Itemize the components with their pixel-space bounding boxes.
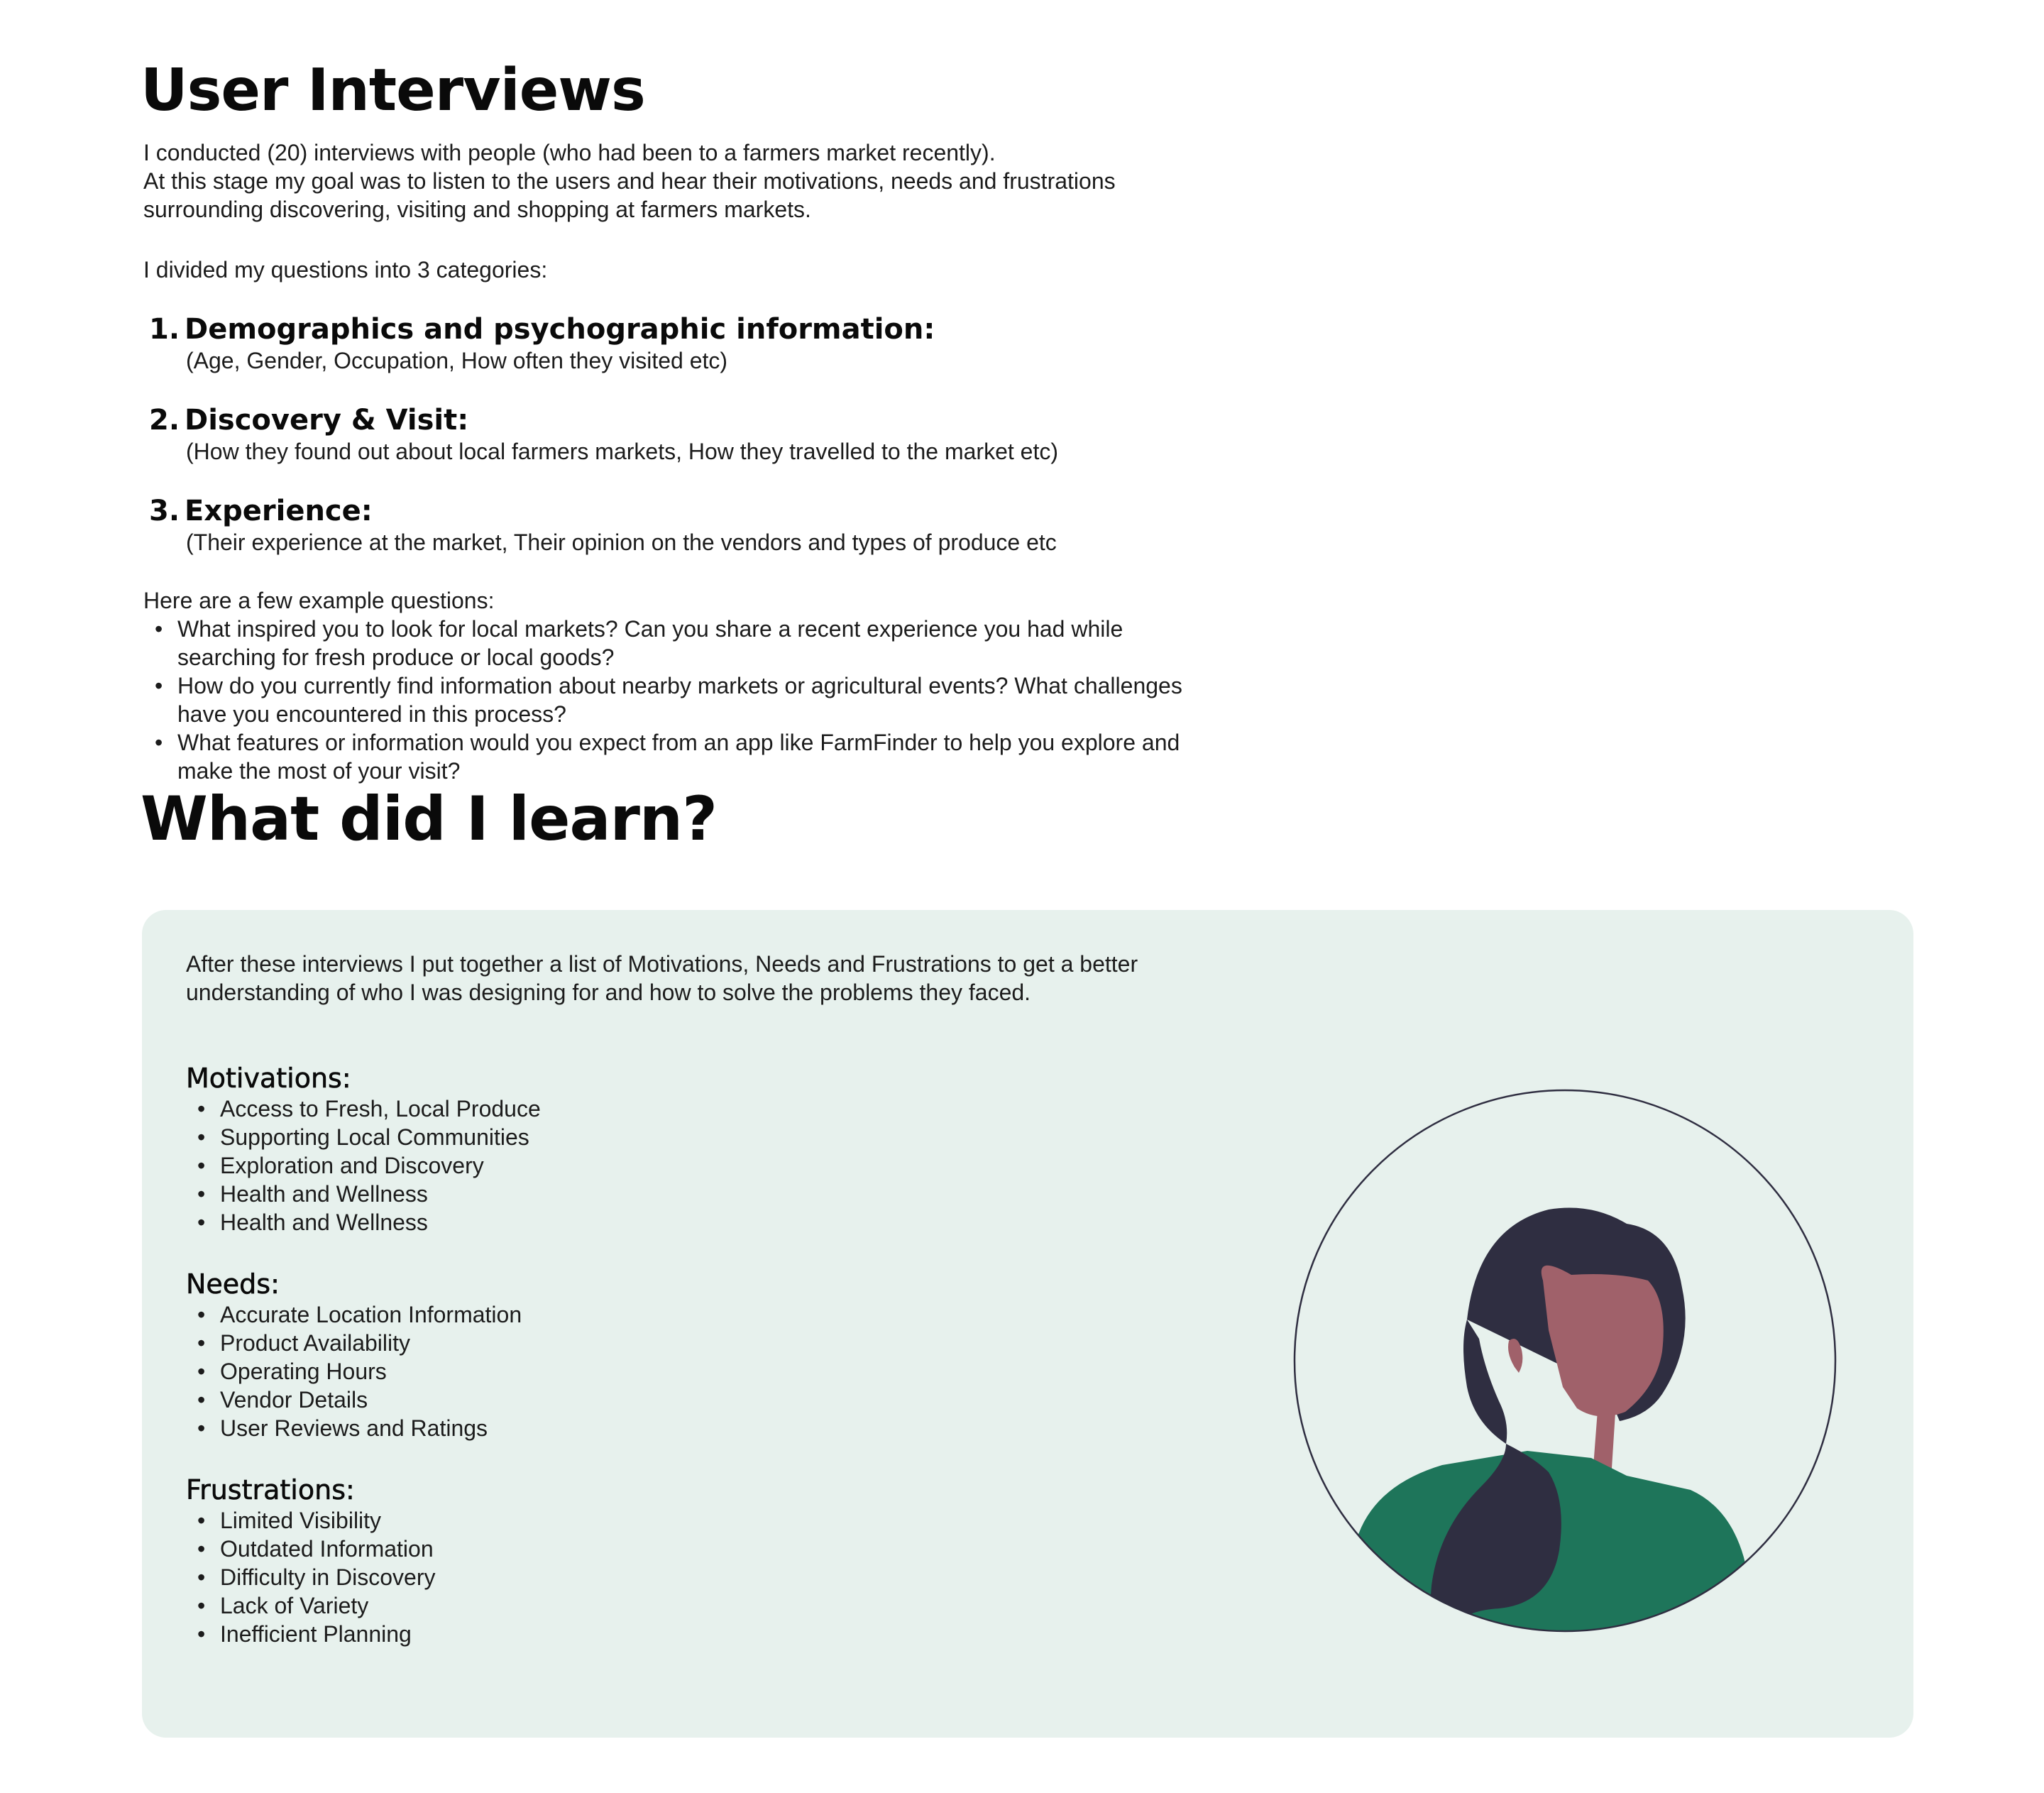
example-questions — [143, 586, 1478, 785]
category-title-text: Experience: — [185, 495, 373, 527]
intro-line: At this stage my goal was to listen to the users and hear their motivations, needs and frustrations — [143, 168, 1116, 194]
bullet: • — [197, 1621, 206, 1647]
example-question-list — [143, 615, 1478, 785]
frustrations-heading: Frustrations: — [186, 1474, 355, 1506]
category-number: 3. — [149, 495, 180, 527]
category-title-text: Discovery & Visit: — [185, 404, 469, 437]
category-title-text: Demographics and psychographic information: — [185, 313, 935, 346]
question-line: How do you currently find information about nearby markets or agricultural events? What challenges — [177, 673, 1182, 698]
needs-heading: Needs: — [186, 1268, 280, 1300]
list-item — [186, 1506, 435, 1535]
bullet: • — [197, 1387, 206, 1413]
list-item — [186, 1386, 522, 1414]
frustrations-list — [186, 1506, 435, 1648]
list-item — [143, 615, 1478, 671]
bullet: • — [197, 1330, 206, 1356]
bullet: • — [197, 1415, 206, 1441]
list-item — [186, 1151, 541, 1180]
list-item — [186, 1300, 522, 1329]
motivations-list — [186, 1095, 541, 1237]
needs-section — [186, 1268, 522, 1442]
bullet: • — [197, 1210, 206, 1235]
motivations-heading: Motivations: — [186, 1063, 351, 1094]
category-title — [149, 494, 1427, 528]
list-item-text: Inefficient Planning — [220, 1621, 412, 1647]
list-item-text: Product Availability — [220, 1330, 410, 1356]
bullet: • — [197, 1153, 206, 1178]
list-item — [186, 1620, 435, 1648]
bullet: • — [197, 1593, 206, 1618]
bullet: • — [197, 1536, 206, 1562]
learnings-intro — [186, 950, 1322, 1007]
bullet: • — [155, 730, 163, 755]
list-item — [186, 1357, 522, 1386]
category-number: 1. — [149, 313, 180, 346]
learn-intro-line: After these interviews I put together a list of Motivations, Needs and Frustrations to get a better — [186, 951, 1138, 977]
intro-line: surrounding discovering, visiting and shopping at farmers markets. — [143, 197, 811, 222]
question-line: What inspired you to look for local markets? Can you share a recent experience you had while — [177, 616, 1123, 642]
list-item-text: Exploration and Discovery — [220, 1153, 484, 1178]
list-item-text: Health and Wellness — [220, 1181, 428, 1207]
question-line: What features or information would you expect from an app like FarmFinder to help you explore and — [177, 730, 1180, 755]
list-item — [186, 1563, 435, 1591]
bullet: • — [197, 1564, 206, 1590]
bullet: • — [155, 616, 163, 642]
list-item — [186, 1095, 541, 1123]
category-title — [149, 403, 1427, 437]
list-item — [186, 1208, 541, 1237]
bullet: • — [197, 1359, 206, 1384]
bullet: • — [197, 1124, 206, 1150]
list-item-text: Lack of Variety — [220, 1593, 369, 1618]
bullet: • — [155, 673, 163, 698]
category-number: 2. — [149, 404, 180, 437]
categories-lead: I divided my questions into 3 categories: — [143, 257, 548, 283]
bullet: • — [197, 1096, 206, 1122]
category-description: (How they found out about local farmers markets, How they travelled to the market etc) — [186, 439, 1058, 464]
motivations-section — [186, 1062, 541, 1237]
list-item-text: Supporting Local Communities — [220, 1124, 529, 1150]
list-item-text: Limited Visibility — [220, 1508, 382, 1533]
list-item — [186, 1329, 522, 1357]
list-item — [186, 1591, 435, 1620]
interviews-intro — [143, 138, 1421, 224]
examples-lead: Here are a few example questions: — [143, 588, 495, 613]
frustrations-section — [186, 1474, 435, 1648]
category-description: (Their experience at the market, Their opinion on the vendors and types of produce etc — [186, 530, 1057, 555]
list-item — [186, 1535, 435, 1563]
learn-intro-line: understanding of who I was designing for and how to solve the problems they faced. — [186, 980, 1031, 1005]
bullet: • — [197, 1508, 206, 1533]
question-line: searching for fresh produce or local goods? — [177, 645, 615, 670]
list-item-text: Accurate Location Information — [220, 1302, 522, 1327]
list-item — [186, 1123, 541, 1151]
needs-list — [186, 1300, 522, 1442]
list-item-text: User Reviews and Ratings — [220, 1415, 488, 1441]
list-item-text: Access to Fresh, Local Produce — [220, 1096, 541, 1122]
list-item-text: Difficulty in Discovery — [220, 1564, 436, 1590]
list-item — [186, 1414, 522, 1442]
category-item — [149, 403, 1427, 466]
learnings-card — [142, 910, 1913, 1738]
category-item — [149, 494, 1427, 556]
category-item — [149, 312, 1427, 375]
what-did-i-learn-heading: What did I learn? — [141, 784, 718, 855]
list-item — [186, 1180, 541, 1208]
list-item — [143, 671, 1478, 728]
list-item-text: Health and Wellness — [220, 1210, 428, 1235]
intro-line: I conducted (20) interviews with people (who had been to a farmers market recently). — [143, 140, 996, 165]
category-description: (Age, Gender, Occupation, How often they visited etc) — [186, 348, 728, 373]
list-item-text: Vendor Details — [220, 1387, 368, 1413]
list-item — [143, 728, 1478, 785]
bullet: • — [197, 1181, 206, 1207]
list-item-text: Outdated Information — [220, 1536, 434, 1562]
question-line: have you encountered in this process? — [177, 701, 566, 727]
user-avatar-illustration-icon — [1293, 1089, 1837, 1633]
user-interviews-heading: User Interviews — [141, 57, 645, 124]
bullet: • — [197, 1302, 206, 1327]
question-line: make the most of your visit? — [177, 758, 461, 784]
category-title — [149, 312, 1427, 346]
list-item-text: Operating Hours — [220, 1359, 387, 1384]
